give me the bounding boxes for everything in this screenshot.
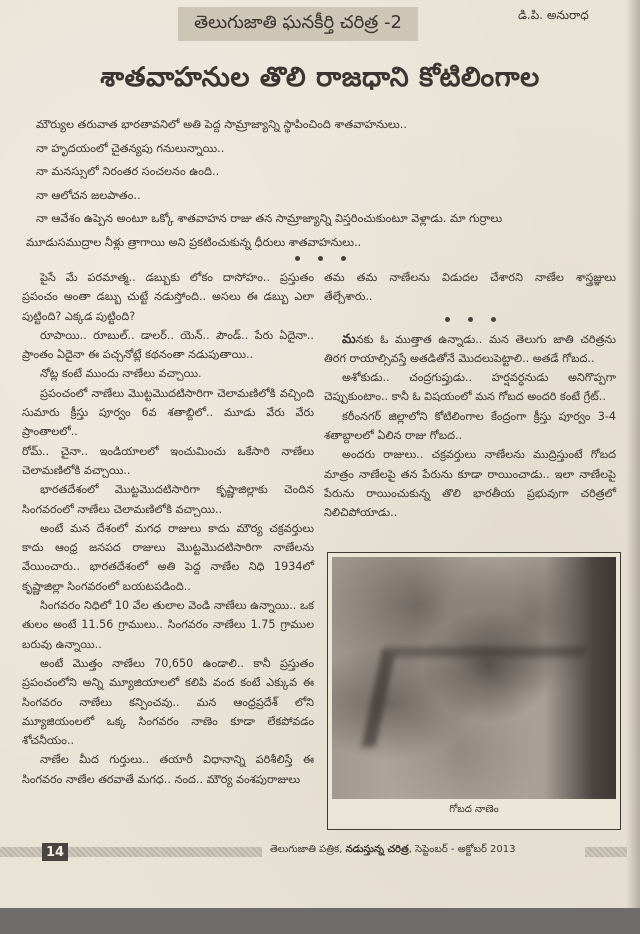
issue-date: , సెప్టెంబర్ - అక్టోబర్ 2013 [408,844,516,855]
paragraph: ప్రపంచంలో నాణేలు మొట్టమొదటిసారిగా చెలామణిలోకి వచ్చింది సుమారు క్రీస్తు పూర్వం 6వ శతాబ్దిలో.. మూడు వేరు వేరు ప్రాంతాలలో.. [22,386,314,439]
paragraph [324,330,616,369]
footer-rule-right [585,847,627,857]
paragraph-continuation: తమ తమ నాణేలను విడుదల చేశారని నాణేల శాస్త్రజ్ఞులు తేల్చేశారు.. [324,271,616,304]
right-column [324,268,616,523]
author-byline: డి.పి. అనురాధ [518,8,589,22]
paragraph: నాణేల మీద గుర్తులు.. తయారీ విధానాన్ని పరిశీలిస్తే ఈ సింగవరం నాణేల తరవాతే మగధ.. నంద.. మౌర్య వంశపురాజులు [22,753,314,786]
dot-icon [468,317,473,322]
section-name: నడుస్తున్న చరిత్ర [345,844,409,855]
dot-icon [295,256,300,261]
dot-icon [341,256,346,261]
paragraph: అందరు రాజులు.. చక్రవర్తులు నాణేలను ముద్రిస్తుంటే గోబద మాత్రం నాణేలపై తన పేరును కూడా రాయించాడు.. ఇలా నాణేలపై పేరును రాయించుకున్న తొలి భారతీయ ప్రభువుగా చరిత్రలో నిలిచిపోయాడు.. [324,448,616,520]
paragraph-text: నకు ఓ ముత్తాత ఉన్నాడు.. మన తెలుగు జాతి చరిత్రను తిరగ రాయాల్సివస్తే అతడితోనే మొదలుపెట్టాలి.. అతడే గోబద.. [324,332,616,365]
publication-name: తెలుగుజాతి పత్రిక, [270,844,343,855]
coin-photo [332,557,616,799]
series-title: తెలుగుజాతి ఘనకీర్తి చరిత్ర -2 [178,7,418,41]
article-headline: శాతవాహనుల తొలి రాజధాని కోటిలింగాల [100,62,540,93]
intro-line: నా ఆలోచన జలపాతం.. [36,188,141,202]
drop-cap: మ [342,331,356,347]
paragraph: పైసే మే పరమాత్మ.. డబ్బుకు లోకం దాసోహం.. ప్రస్తుతం ప్రపంచం అంతా డబ్బు చుట్టే నడుస్తోంది.. అసలు ఈ డబ్బు ఎలా పుట్టింది? ఎక్కడ పుట్టింది? [22,271,314,323]
coin-figure [327,552,621,830]
dot-icon [445,317,450,322]
coin-inscription [361,647,586,747]
dot-icon [318,256,323,261]
footer-rule-left [0,847,262,857]
intro-block [28,113,613,254]
paragraph: అశోకుడు.. చంద్రగుప్తుడు.. హర్షవర్ధనుడు అనిగొప్పగా చెప్పుకుంటాం.. కానీ ఓ విషయంలో మన గోబద అందరి కంటే గ్రేట్.. [324,371,616,404]
intro-line: మౌర్యుల తరువాత భారతావనిలో అతి పెద్ద సామ్రాజ్యాన్ని స్థాపించింది శాతవాహనులు.. [36,118,407,131]
intro-line: మూడుసముద్రాల నీళ్లు త్రాగాయి అని ప్రకటించుకున్న ధీరులు శాతవాహనులు.. [26,235,362,249]
intro-line: నా ఆవేశం ఉప్పెన అంటూ ఒక్కో శాతవాహన రాజు తన సామ్రాజ్యాన్ని విస్తరించుకుంటూ వెళ్లాడు. మా గుర్రాలు [36,212,503,225]
paragraph: రూపాయి.. రూబుల్.. డాలర్.. యెన్.. పౌండ్.. పేరు ఏదైనా.. ప్రాంతం ఏదైనా ఈ పచ్చనోట్లే కథనంతా నడుపుతాయి.. [22,328,314,362]
paragraph: భారతదేశంలో మొట్టమొదటిసారిగా కృష్ణాజిల్లాకు చెందిన సింగవరంలో నాణేలు చెలామణిలోకి వచ్చాయి.. [22,483,314,516]
dot-icon [491,317,496,322]
paragraph: అంటే మొత్తం నాణేలు 70,650 ఉండాలి.. కానీ ప్రస్తుతం ప్రపంచంలోని అన్ని మ్యూజియాలలో కలిపి వంద కంటే ఎక్కువ ఈ సింగవరం నాణేలు కన్పించవు.. మన ఆంధ్రప్రదేశ్ లోని మ్యూజియంలలో ఒక్క సింగవరం నాణెం కూడా లేకపోవడం శోచనీయం.. [22,656,314,748]
page-number: 14 [42,843,68,861]
footer-credit [270,843,516,857]
paragraph: కరీంనగర్ జిల్లాలోని కోటిలింగాల కేంద్రంగా క్రీస్తు పూర్వం 3-4 శతాబ్దాలలో ఏలిన రాజు గోబద.. [324,409,616,443]
section-divider-dots [324,317,616,322]
left-column [22,268,314,789]
paragraph: సింగవరం నిధిలో 10 వేల తులాల వెండి నాణేలు ఉన్నాయి.. ఒక తులం అంటే 11.56 గ్రాములు.. సింగవరం నాణేలు 1.75 గ్రాముల బరువు ఉన్నాయి.. [22,599,314,651]
section-divider-dots [270,256,370,261]
paragraph: అంటే మన దేశంలో మగధ రాజులు కాదు మౌర్య చక్రవర్తులు కాదు ఆంధ్ర జనపద రాజులు మొట్టమొదటిసారిగా నాణేలను వేయించారు.. భారతదేశంలో అతి పెద్ద నాణేల నిధి 1934లో కృష్ణాజిల్లా సింగవరంలో బయటపడింది.. [22,521,314,593]
paragraph: రోమ్.. చైనా.. ఇండియాలలో ఇంచుమించు ఒకేసారి నాణేలు చెలామణిలోకి వచ్చాయి.. [22,444,314,477]
intro-line: నా హృదయంలో చైతన్యపు గనులున్నాయి.. [36,141,225,155]
intro-line: నా మనస్సులో నిరంతర సంచలనం ఉంది.. [36,165,220,178]
figure-caption: గోబద నాణెం [449,804,499,815]
paragraph: నోట్ల కంటే ముందు నాణేలు వచ్చాయి. [40,367,202,381]
page-edge-shadow [626,0,640,908]
